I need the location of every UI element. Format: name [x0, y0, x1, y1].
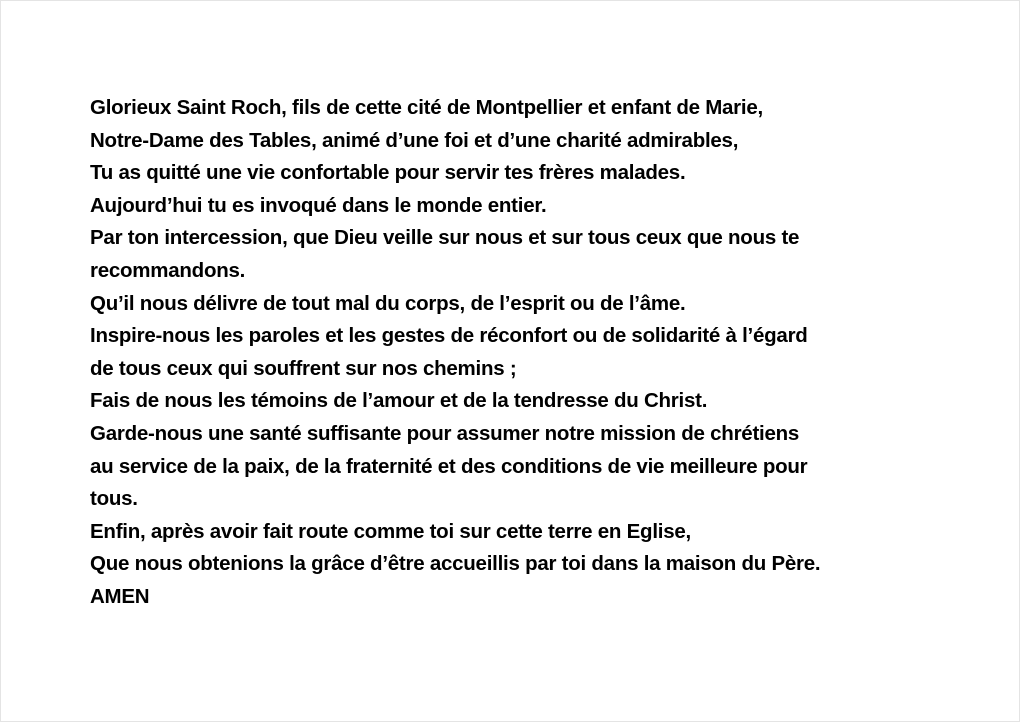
prayer-line: Glorieux Saint Roch, fils de cette cité de Montpellier et enfant de Marie,: [90, 96, 763, 119]
prayer-line: Par ton intercession, que Dieu veille sur nous et sur tous ceux que nous te: [90, 226, 800, 250]
prayer-line: de tous ceux qui souffrent sur nos chemins ;: [90, 356, 517, 380]
prayer-line: tous.: [90, 487, 138, 511]
prayer-line: recommandons.: [90, 258, 246, 282]
prayer-line: Qu’il nous délivre de tout mal du corps, de l’esprit ou de l’âme.: [90, 291, 686, 315]
prayer-line: Fais de nous les témoins de l’amour et de la tendresse du Christ.: [90, 389, 708, 413]
prayer-line: Tu as quitté une vie confortable pour servir tes frères malades.: [90, 161, 686, 185]
prayer-amen: AMEN: [90, 584, 150, 608]
prayer-line: Notre-Dame des Tables, animé d’une foi et d’une charité admirables,: [90, 128, 739, 152]
prayer-line: Enfin, après avoir fait route comme toi sur cette terre en Eglise,: [90, 519, 691, 543]
prayer-line: Inspire-nous les paroles et les gestes de réconfort ou de solidarité à l’égard: [90, 324, 808, 348]
prayer-line: au service de la paix, de la fraternité et des conditions de vie meilleure pour: [90, 454, 808, 478]
prayer-text: [90, 92, 990, 614]
prayer-line: Garde-nous une santé suffisante pour assumer notre mission de chrétiens: [90, 421, 800, 445]
prayer-line: Que nous obtenions la grâce d’être accueillis par toi dans la maison du Père.: [90, 552, 821, 576]
prayer-line: Aujourd’hui tu es invoqué dans le monde entier.: [90, 193, 547, 217]
